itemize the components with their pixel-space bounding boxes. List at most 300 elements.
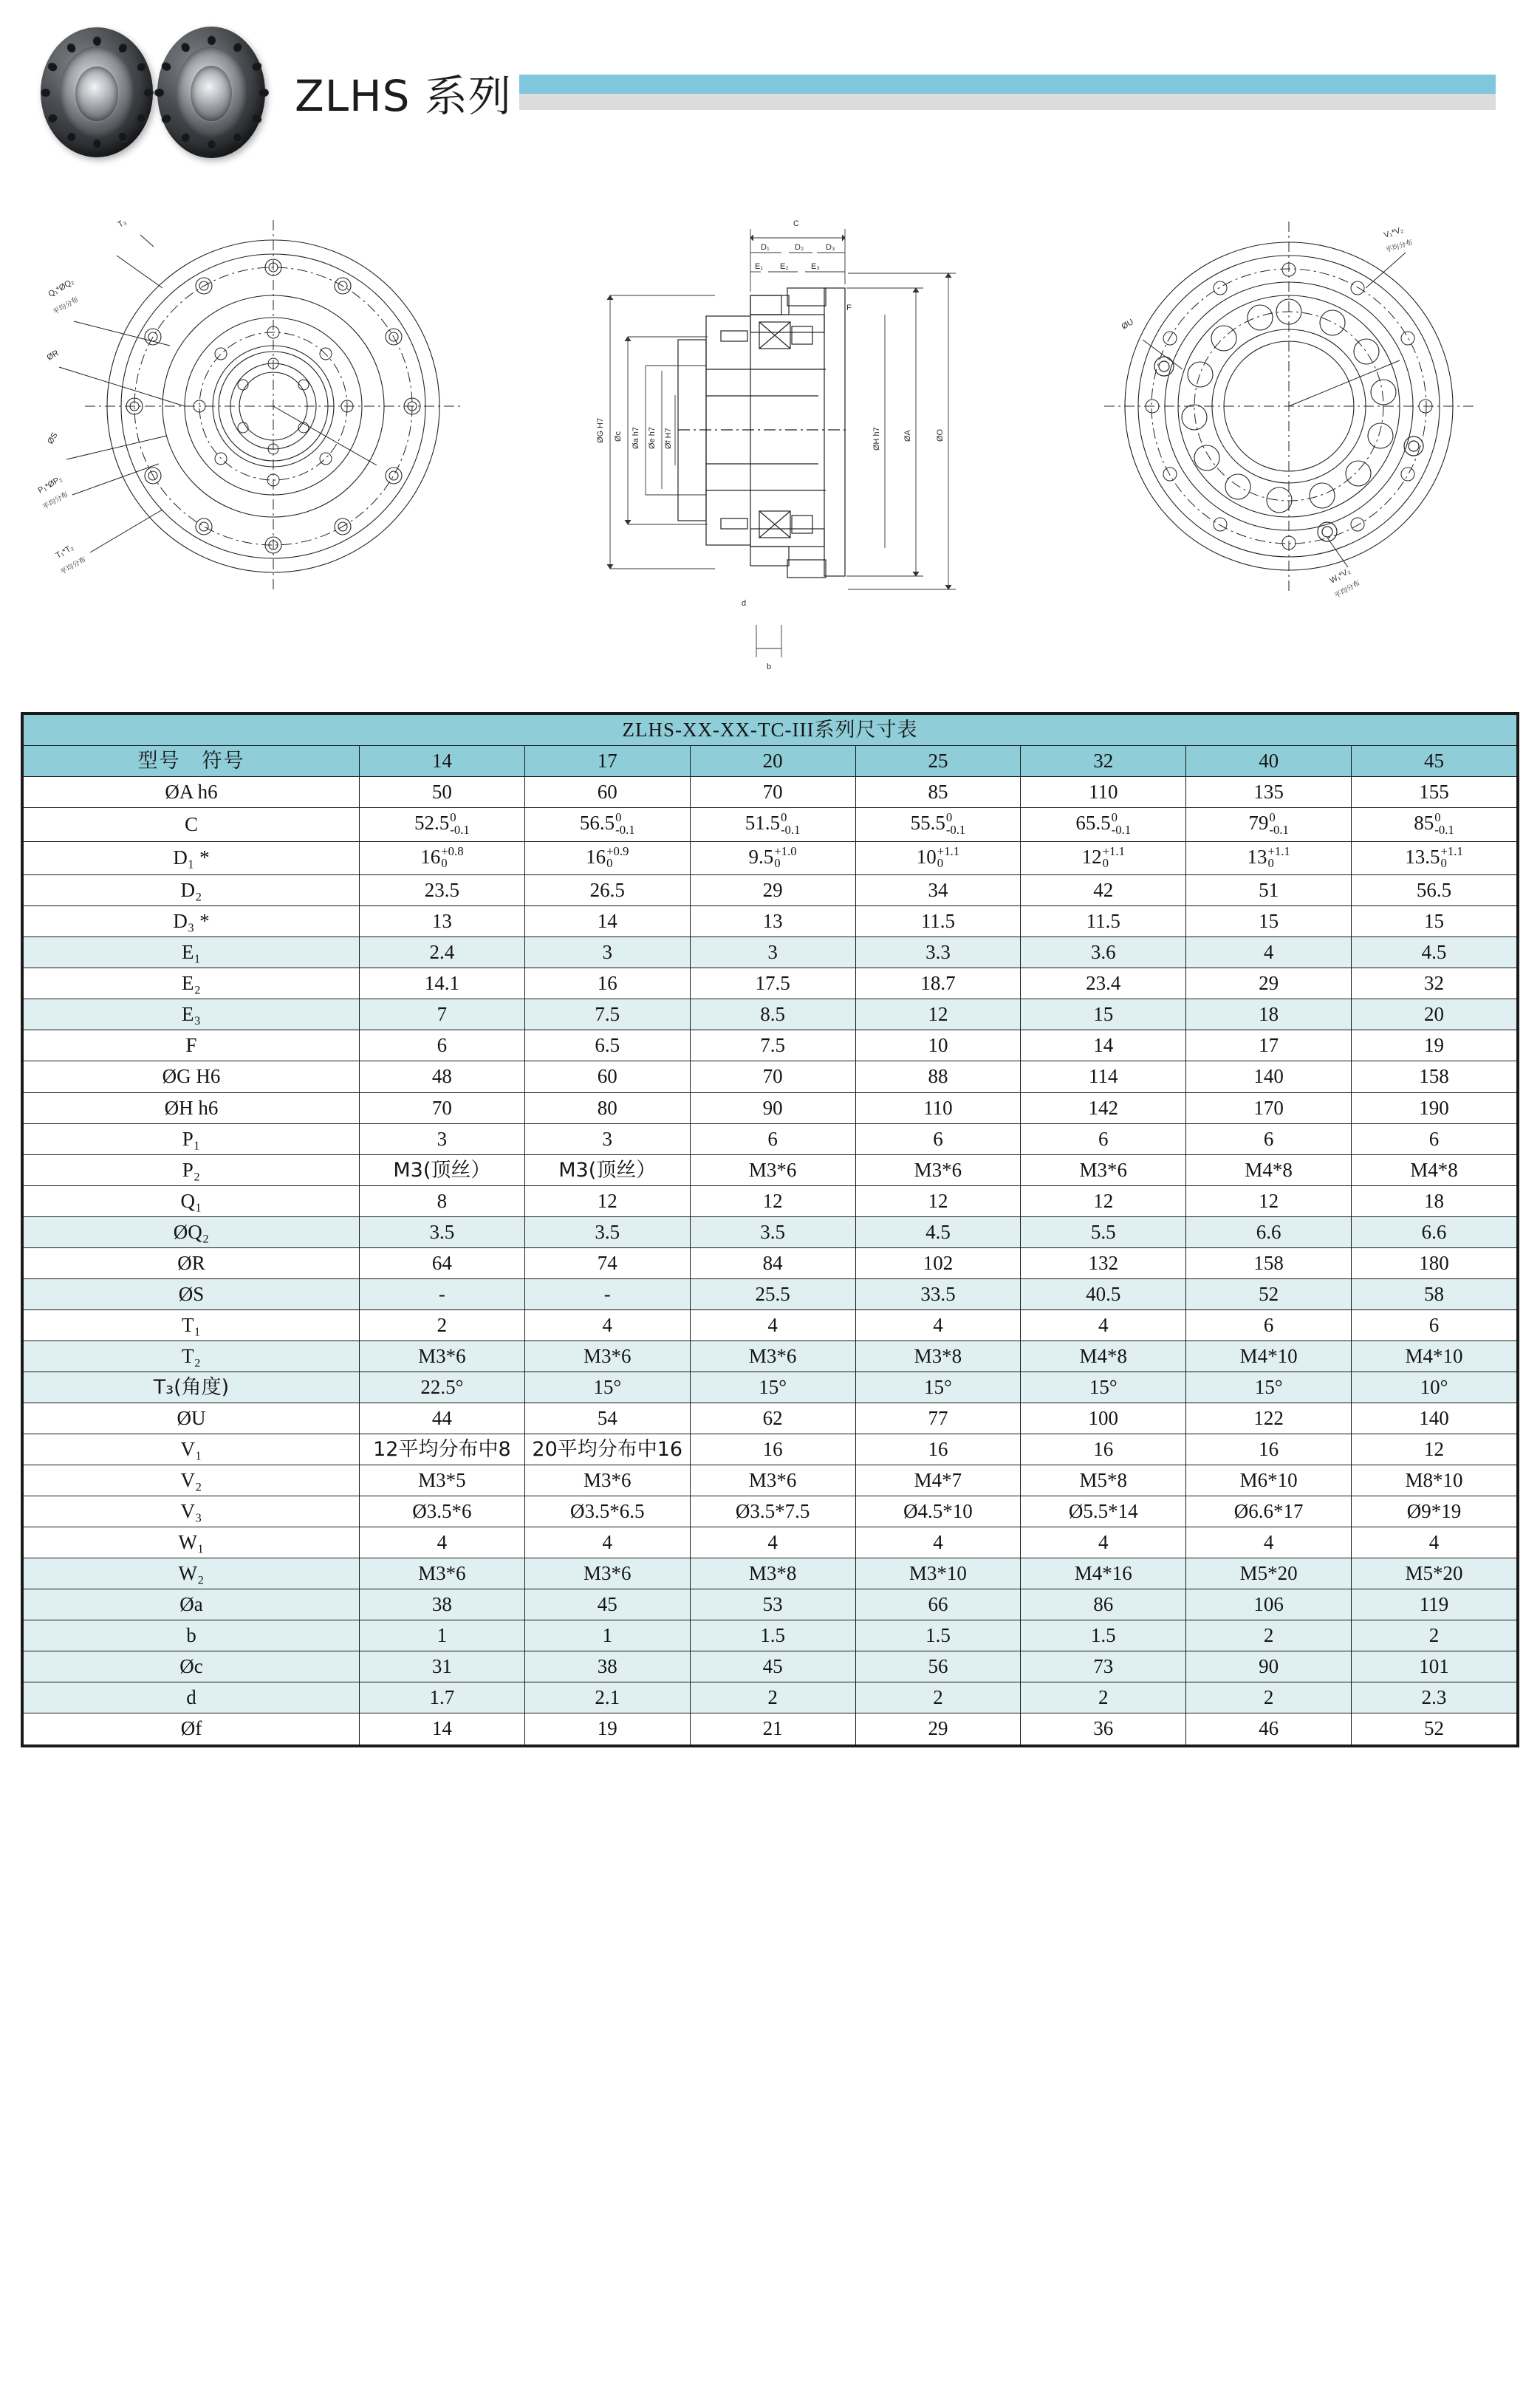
cell-r4-c2: 13	[690, 906, 855, 937]
cell-r14-c3: 4.5	[855, 1216, 1021, 1247]
cell-r11-c5: 6	[1186, 1123, 1352, 1154]
cell-r12-c5: M4*8	[1186, 1154, 1352, 1185]
cell-r24-c0: 4	[359, 1527, 524, 1558]
cell-r8-c0: 6	[359, 1030, 524, 1061]
cell-r1-c5: 79 0 -0.1	[1186, 808, 1352, 842]
svg-text:C: C	[793, 219, 799, 228]
svg-text:D₁: D₁	[760, 243, 770, 252]
page-title: ZLHS 系列	[295, 71, 512, 121]
table-title: ZLHS-XX-XX-TC-III系列尺寸表	[24, 715, 1517, 746]
cell-r30-c0: 14	[359, 1713, 524, 1744]
cell-r30-c4: 36	[1021, 1713, 1186, 1744]
row-symbol: Øc	[24, 1651, 360, 1682]
cell-r17-c1: 4	[524, 1309, 690, 1340]
cell-r19-c2: 15°	[690, 1372, 855, 1403]
row-symbol: W₂	[24, 1558, 360, 1589]
table-row	[24, 1651, 1517, 1682]
cell-r21-c4: 16	[1021, 1434, 1186, 1465]
cell-r30-c3: 29	[855, 1713, 1021, 1744]
table-row	[24, 906, 1517, 937]
cell-r4-c3: 11.5	[855, 906, 1021, 937]
svg-text:平均分布: 平均分布	[52, 295, 81, 317]
row-symbol: T₃(角度)	[24, 1372, 360, 1403]
table-row	[24, 1030, 1517, 1061]
cell-r25-c5: M5*20	[1186, 1558, 1352, 1589]
cell-r16-c2: 25.5	[690, 1278, 855, 1309]
cell-r7-c2: 8.5	[690, 999, 855, 1030]
cell-r30-c5: 46	[1186, 1713, 1352, 1744]
cell-r10-c4: 142	[1021, 1092, 1186, 1123]
cell-r17-c4: 4	[1021, 1309, 1186, 1340]
cell-r11-c6: 6	[1352, 1123, 1517, 1154]
cell-r22-c3: M4*7	[855, 1465, 1021, 1496]
cell-r27-c4: 1.5	[1021, 1620, 1186, 1651]
cell-r17-c3: 4	[855, 1309, 1021, 1340]
cell-r24-c2: 4	[690, 1527, 855, 1558]
accent-bar-grey	[519, 94, 1496, 110]
table-row	[24, 1682, 1517, 1713]
cell-r4-c0: 13	[359, 906, 524, 937]
svg-text:b: b	[766, 662, 771, 671]
row-symbol: E₂	[24, 968, 360, 999]
cell-r26-c0: 38	[359, 1589, 524, 1620]
svg-text:ØA: ØA	[903, 430, 912, 442]
cell-r13-c0: 8	[359, 1185, 524, 1216]
table-row	[24, 777, 1517, 808]
svg-text:ØR: ØR	[45, 348, 61, 363]
cell-r21-c3: 16	[855, 1434, 1021, 1465]
row-symbol: P₂	[24, 1154, 360, 1185]
svg-text:平均分布: 平均分布	[59, 555, 88, 577]
bolt-ring-left	[41, 27, 153, 157]
cell-r6-c4: 23.4	[1021, 968, 1186, 999]
row-symbol: V₁	[24, 1434, 360, 1465]
table-row	[24, 999, 1517, 1030]
cell-r5-c3: 3.3	[855, 937, 1021, 968]
cell-r0-c4: 110	[1021, 777, 1186, 808]
svg-text:ØG H7: ØG H7	[595, 417, 605, 443]
cell-r26-c1: 45	[524, 1589, 690, 1620]
cell-r19-c3: 15°	[855, 1372, 1021, 1403]
cell-r8-c6: 19	[1352, 1030, 1517, 1061]
cell-r1-c6: 85 0 -0.1	[1352, 808, 1517, 842]
table-row	[24, 1372, 1517, 1403]
cell-r6-c0: 14.1	[359, 968, 524, 999]
cell-r30-c6: 52	[1352, 1713, 1517, 1744]
cell-r6-c1: 16	[524, 968, 690, 999]
cell-r19-c6: 10°	[1352, 1372, 1517, 1403]
cell-r0-c5: 135	[1186, 777, 1352, 808]
cell-r15-c5: 158	[1186, 1247, 1352, 1278]
table-row	[24, 1247, 1517, 1278]
cell-r5-c6: 4.5	[1352, 937, 1517, 968]
cell-r21-c5: 16	[1186, 1434, 1352, 1465]
row-symbol: d	[24, 1682, 360, 1713]
cell-r27-c0: 1	[359, 1620, 524, 1651]
table-row	[24, 808, 1517, 842]
cell-r11-c1: 3	[524, 1123, 690, 1154]
cell-r10-c5: 170	[1186, 1092, 1352, 1123]
cell-r16-c4: 40.5	[1021, 1278, 1186, 1309]
row-symbol: T₂	[24, 1340, 360, 1372]
cell-r8-c1: 6.5	[524, 1030, 690, 1061]
cell-r19-c5: 15°	[1186, 1372, 1352, 1403]
row-symbol: D₃ *	[24, 906, 360, 937]
cell-r21-c0: 12平均分布中8	[359, 1434, 524, 1465]
cell-r24-c3: 4	[855, 1527, 1021, 1558]
cell-r29-c5: 2	[1186, 1682, 1352, 1713]
cell-r9-c5: 140	[1186, 1061, 1352, 1092]
cell-r19-c4: 15°	[1021, 1372, 1186, 1403]
cell-r0-c3: 85	[855, 777, 1021, 808]
cell-r3-c0: 23.5	[359, 875, 524, 906]
table-row	[24, 1278, 1517, 1309]
svg-text:平均分布: 平均分布	[1384, 238, 1414, 255]
svg-text:E₂: E₂	[779, 262, 789, 271]
cell-r8-c4: 14	[1021, 1030, 1186, 1061]
table-row	[24, 1620, 1517, 1651]
cell-r23-c6: Ø9*19	[1352, 1496, 1517, 1527]
title-accent-bars	[519, 75, 1496, 110]
cell-r20-c0: 44	[359, 1403, 524, 1434]
cell-r26-c6: 119	[1352, 1589, 1517, 1620]
cell-r8-c3: 10	[855, 1030, 1021, 1061]
cell-r24-c1: 4	[524, 1527, 690, 1558]
cell-r10-c0: 70	[359, 1092, 524, 1123]
cell-r6-c3: 18.7	[855, 968, 1021, 999]
row-symbol: V₂	[24, 1465, 360, 1496]
cell-r12-c0: M3(顶丝）	[359, 1154, 524, 1185]
cell-r14-c2: 3.5	[690, 1216, 855, 1247]
cell-r12-c4: M3*6	[1021, 1154, 1186, 1185]
table-row	[24, 1154, 1517, 1185]
cell-r25-c3: M3*10	[855, 1558, 1021, 1589]
cell-r15-c1: 74	[524, 1247, 690, 1278]
cell-r5-c2: 3	[690, 937, 855, 968]
row-symbol: b	[24, 1620, 360, 1651]
cell-r6-c5: 29	[1186, 968, 1352, 999]
row-symbol: ØG H6	[24, 1061, 360, 1092]
cell-r26-c2: 53	[690, 1589, 855, 1620]
table-row	[24, 1713, 1517, 1744]
cell-r9-c6: 158	[1352, 1061, 1517, 1092]
cell-r23-c4: Ø5.5*14	[1021, 1496, 1186, 1527]
table-row	[24, 1465, 1517, 1496]
cell-r2-c2: 9.5 +1.0 0	[690, 841, 855, 875]
cross-section-drawing	[538, 185, 1010, 687]
cell-r23-c5: Ø6.6*17	[1186, 1496, 1352, 1527]
cell-r7-c4: 15	[1021, 999, 1186, 1030]
cell-r24-c6: 4	[1352, 1527, 1517, 1558]
svg-text:ØU: ØU	[1120, 317, 1135, 332]
cell-r10-c3: 110	[855, 1092, 1021, 1123]
cell-r15-c2: 84	[690, 1247, 855, 1278]
column-header-1: 17	[524, 746, 690, 777]
cell-r22-c2: M3*6	[690, 1465, 855, 1496]
cell-r24-c5: 4	[1186, 1527, 1352, 1558]
cell-r14-c1: 3.5	[524, 1216, 690, 1247]
cell-r2-c1: 16 +0.9 0	[524, 841, 690, 875]
cell-r13-c4: 12	[1021, 1185, 1186, 1216]
cell-r16-c0: -	[359, 1278, 524, 1309]
cell-r28-c4: 73	[1021, 1651, 1186, 1682]
cell-r9-c4: 114	[1021, 1061, 1186, 1092]
cell-r16-c6: 58	[1352, 1278, 1517, 1309]
cell-r15-c0: 64	[359, 1247, 524, 1278]
cell-r3-c5: 51	[1186, 875, 1352, 906]
cell-r16-c3: 33.5	[855, 1278, 1021, 1309]
cell-r22-c6: M8*10	[1352, 1465, 1517, 1496]
cell-r29-c6: 2.3	[1352, 1682, 1517, 1713]
cell-r27-c5: 2	[1186, 1620, 1352, 1651]
cell-r7-c1: 7.5	[524, 999, 690, 1030]
cell-r23-c1: Ø3.5*6.5	[524, 1496, 690, 1527]
cell-r5-c1: 3	[524, 937, 690, 968]
cell-r20-c5: 122	[1186, 1403, 1352, 1434]
cell-r7-c0: 7	[359, 999, 524, 1030]
column-header-5: 40	[1186, 746, 1352, 777]
cell-r19-c1: 15°	[524, 1372, 690, 1403]
cell-r15-c4: 132	[1021, 1247, 1186, 1278]
table-row	[24, 1092, 1517, 1123]
cell-r4-c5: 15	[1186, 906, 1352, 937]
svg-text:T₁*T₂: T₁*T₂	[54, 543, 75, 561]
technical-drawings	[0, 185, 1540, 694]
cell-r1-c4: 65.5 0 -0.1	[1021, 808, 1186, 842]
cell-r14-c0: 3.5	[359, 1216, 524, 1247]
table-title-row	[24, 715, 1517, 746]
cell-r28-c2: 45	[690, 1651, 855, 1682]
cell-r20-c4: 100	[1021, 1403, 1186, 1434]
cell-r9-c1: 60	[524, 1061, 690, 1092]
cell-r2-c6: 13.5 +1.1 0	[1352, 841, 1517, 875]
table-row	[24, 841, 1517, 875]
cell-r25-c1: M3*6	[524, 1558, 690, 1589]
row-symbol: ØA h6	[24, 777, 360, 808]
cell-r6-c2: 17.5	[690, 968, 855, 999]
cell-r10-c2: 90	[690, 1092, 855, 1123]
svg-text:d: d	[741, 599, 746, 608]
table-row	[24, 1185, 1517, 1216]
cell-r25-c4: M4*16	[1021, 1558, 1186, 1589]
cell-r23-c2: Ø3.5*7.5	[690, 1496, 855, 1527]
cell-r14-c5: 6.6	[1186, 1216, 1352, 1247]
column-header-0: 14	[359, 746, 524, 777]
cell-r7-c5: 18	[1186, 999, 1352, 1030]
svg-text:F: F	[846, 304, 852, 312]
cell-r29-c4: 2	[1021, 1682, 1186, 1713]
table-header-row	[24, 746, 1517, 777]
table-row	[24, 1527, 1517, 1558]
column-header-6: 45	[1352, 746, 1517, 777]
cell-r2-c0: 16 +0.8 0	[359, 841, 524, 875]
cell-r3-c4: 42	[1021, 875, 1186, 906]
svg-text:平均分布: 平均分布	[1333, 579, 1362, 600]
cell-r19-c0: 22.5°	[359, 1372, 524, 1403]
cell-r30-c2: 21	[690, 1713, 855, 1744]
cell-r2-c3: 10 +1.1 0	[855, 841, 1021, 875]
cell-r30-c1: 19	[524, 1713, 690, 1744]
cell-r29-c1: 2.1	[524, 1682, 690, 1713]
column-header-4: 32	[1021, 746, 1186, 777]
cell-r23-c0: Ø3.5*6	[359, 1496, 524, 1527]
cell-r13-c3: 12	[855, 1185, 1021, 1216]
row-symbol: F	[24, 1030, 360, 1061]
row-symbol: ØH h6	[24, 1092, 360, 1123]
cell-r14-c6: 6.6	[1352, 1216, 1517, 1247]
cell-r13-c1: 12	[524, 1185, 690, 1216]
cell-r18-c2: M3*6	[690, 1340, 855, 1372]
cell-r11-c3: 6	[855, 1123, 1021, 1154]
svg-text:W₁*V₂: W₁*V₂	[1328, 566, 1352, 586]
rear-face-drawing	[1053, 185, 1510, 613]
cell-r13-c6: 18	[1352, 1185, 1517, 1216]
cell-r28-c1: 38	[524, 1651, 690, 1682]
table-row	[24, 1558, 1517, 1589]
cell-r10-c1: 80	[524, 1092, 690, 1123]
table-row	[24, 1216, 1517, 1247]
table-row	[24, 1309, 1517, 1340]
cell-r18-c4: M4*8	[1021, 1340, 1186, 1372]
row-symbol: V₃	[24, 1496, 360, 1527]
row-symbol: E₁	[24, 937, 360, 968]
svg-text:平均分布: 平均分布	[41, 490, 70, 512]
cell-r26-c3: 66	[855, 1589, 1021, 1620]
row-symbol: ØQ₂	[24, 1216, 360, 1247]
cell-r18-c3: M3*8	[855, 1340, 1021, 1372]
cell-r12-c2: M3*6	[690, 1154, 855, 1185]
cell-r11-c2: 6	[690, 1123, 855, 1154]
cell-r18-c5: M4*10	[1186, 1340, 1352, 1372]
row-symbol: Øf	[24, 1713, 360, 1744]
row-symbol: ØS	[24, 1278, 360, 1309]
cell-r0-c2: 70	[690, 777, 855, 808]
cell-r20-c6: 140	[1352, 1403, 1517, 1434]
svg-text:E₁: E₁	[754, 262, 763, 271]
svg-text:V₁*V₂: V₁*V₂	[1383, 225, 1405, 240]
cell-r7-c3: 12	[855, 999, 1021, 1030]
column-header-3: 25	[855, 746, 1021, 777]
cell-r1-c2: 51.5 0 -0.1	[690, 808, 855, 842]
svg-text:P₁*ØP₂: P₁*ØP₂	[36, 474, 64, 496]
cell-r11-c0: 3	[359, 1123, 524, 1154]
cell-r3-c1: 26.5	[524, 875, 690, 906]
cell-r27-c6: 2	[1352, 1620, 1517, 1651]
cell-r8-c2: 7.5	[690, 1030, 855, 1061]
product-photo-left	[41, 27, 153, 157]
cell-r10-c6: 190	[1352, 1092, 1517, 1123]
spec-table	[23, 714, 1517, 1745]
cell-r16-c5: 52	[1186, 1278, 1352, 1309]
cell-r24-c4: 4	[1021, 1527, 1186, 1558]
cell-r1-c1: 56.5 0 -0.1	[524, 808, 690, 842]
table-row	[24, 937, 1517, 968]
row-symbol: P₁	[24, 1123, 360, 1154]
svg-text:ØS: ØS	[46, 431, 60, 446]
cell-r11-c4: 6	[1021, 1123, 1186, 1154]
cell-r1-c0: 52.5 0 -0.1	[359, 808, 524, 842]
row-symbol: E₃	[24, 999, 360, 1030]
cell-r28-c5: 90	[1186, 1651, 1352, 1682]
cell-r15-c6: 180	[1352, 1247, 1517, 1278]
cell-r17-c0: 2	[359, 1309, 524, 1340]
cell-r28-c3: 56	[855, 1651, 1021, 1682]
svg-text:Øf H7: Øf H7	[663, 428, 673, 449]
column-header-2: 20	[690, 746, 855, 777]
cell-r5-c5: 4	[1186, 937, 1352, 968]
cell-r0-c0: 50	[359, 777, 524, 808]
cell-r13-c2: 12	[690, 1185, 855, 1216]
cell-r29-c0: 1.7	[359, 1682, 524, 1713]
row-symbol: D₂	[24, 875, 360, 906]
svg-text:D₂: D₂	[794, 243, 804, 252]
svg-text:Øc: Øc	[613, 431, 623, 442]
row-symbol: W₁	[24, 1527, 360, 1558]
table-row	[24, 1061, 1517, 1092]
table-row	[24, 875, 1517, 906]
table-row	[24, 1496, 1517, 1527]
cell-r4-c4: 11.5	[1021, 906, 1186, 937]
cell-r25-c6: M5*20	[1352, 1558, 1517, 1589]
svg-text:E₃: E₃	[810, 262, 820, 271]
cell-r4-c1: 14	[524, 906, 690, 937]
cell-r0-c1: 60	[524, 777, 690, 808]
cell-r27-c3: 1.5	[855, 1620, 1021, 1651]
cell-r22-c5: M6*10	[1186, 1465, 1352, 1496]
table-row	[24, 1589, 1517, 1620]
cell-r2-c4: 12 +1.1 0	[1021, 841, 1186, 875]
cell-r8-c5: 17	[1186, 1030, 1352, 1061]
cell-r12-c6: M4*8	[1352, 1154, 1517, 1185]
cell-r17-c5: 6	[1186, 1309, 1352, 1340]
table-row	[24, 1123, 1517, 1154]
cell-r26-c4: 86	[1021, 1589, 1186, 1620]
cell-r22-c1: M3*6	[524, 1465, 690, 1496]
cell-r14-c4: 5.5	[1021, 1216, 1186, 1247]
cell-r9-c2: 70	[690, 1061, 855, 1092]
cell-r2-c5: 13 +1.1 0	[1186, 841, 1352, 875]
cell-r6-c6: 32	[1352, 968, 1517, 999]
cell-r3-c6: 56.5	[1352, 875, 1517, 906]
cell-r15-c3: 102	[855, 1247, 1021, 1278]
spec-table-wrapper	[21, 712, 1519, 1747]
title-block	[295, 61, 1540, 123]
row-symbol: Øa	[24, 1589, 360, 1620]
product-photo-group	[41, 27, 265, 158]
cell-r7-c6: 20	[1352, 999, 1517, 1030]
svg-text:ØH h7: ØH h7	[872, 427, 881, 451]
table-row	[24, 1403, 1517, 1434]
cell-r5-c0: 2.4	[359, 937, 524, 968]
cell-r9-c0: 48	[359, 1061, 524, 1092]
cell-r4-c6: 15	[1352, 906, 1517, 937]
cell-r17-c6: 6	[1352, 1309, 1517, 1340]
svg-text:D₃: D₃	[825, 243, 835, 252]
cell-r21-c1: 20平均分布中16	[524, 1434, 690, 1465]
cell-r18-c0: M3*6	[359, 1340, 524, 1372]
row-symbol: ØU	[24, 1403, 360, 1434]
cell-r12-c1: M3(顶丝）	[524, 1154, 690, 1185]
cell-r18-c6: M4*10	[1352, 1340, 1517, 1372]
cell-r18-c1: M3*6	[524, 1340, 690, 1372]
cell-r3-c2: 29	[690, 875, 855, 906]
cell-r28-c6: 101	[1352, 1651, 1517, 1682]
accent-bar-blue	[519, 75, 1496, 94]
svg-text:T₃: T₃	[116, 217, 129, 230]
cell-r26-c5: 106	[1186, 1589, 1352, 1620]
cell-r27-c2: 1.5	[690, 1620, 855, 1651]
row-symbol: D₁ *	[24, 841, 360, 875]
